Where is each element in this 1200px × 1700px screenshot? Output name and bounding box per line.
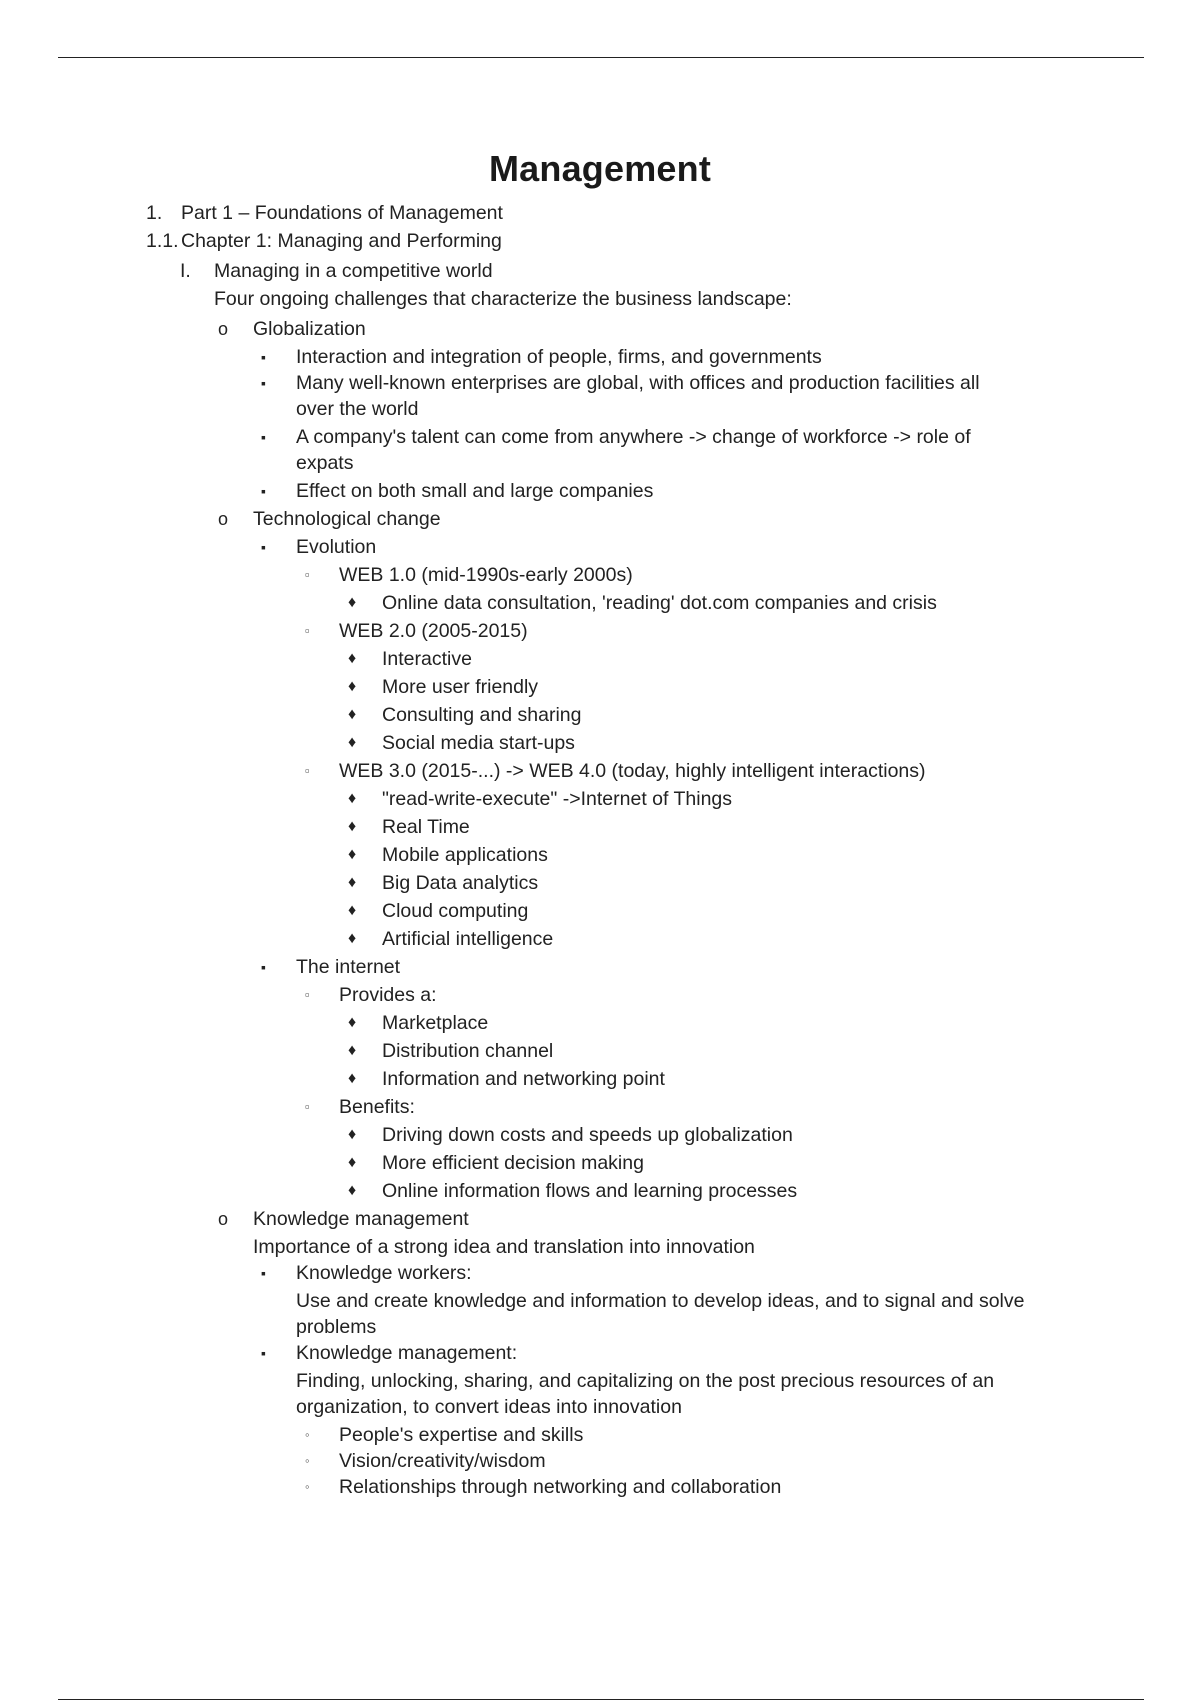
diamond-bullet: ♦	[348, 1014, 357, 1031]
list-item: Consulting and sharing	[382, 704, 582, 726]
list-item: Online information flows and learning processes	[382, 1180, 798, 1202]
list-item: People's expertise and skills	[339, 1424, 584, 1446]
paragraph: Importance of a strong idea and translation into innovation	[253, 1236, 755, 1258]
diamond-bullet: ♦	[348, 1154, 357, 1171]
diamond-bullet: ♦	[348, 650, 357, 667]
list-number: 1.1.	[146, 230, 179, 252]
list-item: More user friendly	[382, 676, 539, 698]
list-item: Real Time	[382, 816, 470, 838]
diamond-bullet: ♦	[348, 902, 357, 919]
list-item: Knowledge management	[253, 1208, 469, 1230]
list-item: WEB 1.0 (mid-1990s-early 2000s)	[339, 564, 633, 586]
diamond-bullet: ♦	[348, 734, 357, 751]
list-item: Information and networking point	[382, 1068, 665, 1090]
list-item: Interaction and integration of people, firms, and governments	[296, 346, 822, 368]
small-square-bullet: ▫	[305, 987, 310, 1002]
list-item: Mobile applications	[382, 844, 548, 866]
list-item: Globalization	[253, 318, 366, 340]
list-item: Technological change	[253, 508, 441, 530]
paragraph: organization, to convert ideas into innovation	[296, 1396, 682, 1418]
square-bullet: ▪	[261, 539, 266, 555]
diamond-bullet: ♦	[348, 1126, 357, 1143]
circle-bullet: o	[218, 319, 229, 339]
list-item: More efficient decision making	[382, 1152, 644, 1174]
small-square-bullet: ▫	[305, 763, 310, 778]
list-number: 1.	[146, 202, 163, 224]
list-item: Evolution	[296, 536, 377, 558]
square-bullet: ▪	[261, 1265, 266, 1281]
diamond-bullet: ♦	[348, 846, 357, 863]
diamond-bullet: ♦	[348, 678, 357, 695]
diamond-bullet: ♦	[348, 818, 357, 835]
small-circle-bullet: ◦	[305, 1453, 310, 1468]
list-item: The internet	[296, 956, 401, 978]
list-item: Marketplace	[382, 1012, 489, 1034]
diamond-bullet: ♦	[348, 874, 357, 891]
part-heading: Part 1 – Foundations of Management	[181, 202, 503, 224]
small-circle-bullet: ◦	[305, 1479, 310, 1494]
list-item: Big Data analytics	[382, 872, 539, 894]
diamond-bullet: ♦	[348, 594, 357, 611]
diamond-bullet: ♦	[348, 1042, 357, 1059]
square-bullet: ▪	[261, 483, 266, 499]
list-item: A company's talent can come from anywhere -> change of workforce -> role of	[296, 426, 971, 448]
small-square-bullet: ▫	[305, 1099, 310, 1114]
circle-bullet: o	[218, 509, 229, 529]
list-item: "read-write-execute" ->Internet of Things	[382, 788, 733, 810]
header-rule	[58, 57, 1144, 58]
list-roman: I.	[180, 260, 191, 282]
list-item: Effect on both small and large companies	[296, 480, 654, 502]
list-item: Vision/creativity/wisdom	[339, 1450, 546, 1472]
list-item: Relationships through networking and collaboration	[339, 1476, 782, 1498]
list-item-continued: over the world	[296, 398, 419, 420]
list-item: Knowledge workers:	[296, 1262, 472, 1284]
small-square-bullet: ▫	[305, 623, 310, 638]
section-heading: Managing in a competitive world	[214, 260, 493, 282]
square-bullet: ▪	[261, 349, 266, 365]
list-item: Distribution channel	[382, 1040, 554, 1062]
paragraph: Use and create knowledge and information to develop ideas, and to signal and solve	[296, 1290, 1025, 1312]
paragraph: Finding, unlocking, sharing, and capitalizing on the post precious resources of an	[296, 1370, 995, 1392]
list-item: WEB 2.0 (2005-2015)	[339, 620, 528, 642]
diamond-bullet: ♦	[348, 790, 357, 807]
document-title: Management	[488, 148, 712, 189]
small-square-bullet: ▫	[305, 567, 310, 582]
list-item: Online data consultation, 'reading' dot.com companies and crisis	[382, 592, 937, 614]
list-item: Knowledge management:	[296, 1342, 518, 1364]
diamond-bullet: ♦	[348, 706, 357, 723]
list-item: Cloud computing	[382, 900, 529, 922]
diamond-bullet: ♦	[348, 1070, 357, 1087]
square-bullet: ▪	[261, 1345, 266, 1361]
list-item: Social media start-ups	[382, 732, 575, 754]
chapter-heading: Chapter 1: Managing and Performing	[181, 230, 502, 252]
list-item: WEB 3.0 (2015-...) -> WEB 4.0 (today, highly intelligent interactions)	[339, 760, 926, 782]
square-bullet: ▪	[261, 375, 266, 391]
small-circle-bullet: ◦	[305, 1427, 310, 1442]
square-bullet: ▪	[261, 429, 266, 445]
diamond-bullet: ♦	[348, 930, 357, 947]
list-item: Provides a:	[339, 984, 437, 1006]
list-item: Benefits:	[339, 1096, 415, 1118]
paragraph: problems	[296, 1316, 377, 1338]
list-item: Artificial intelligence	[382, 928, 554, 950]
list-item: Many well-known enterprises are global, with offices and production facilities all	[296, 372, 980, 394]
diamond-bullet: ♦	[348, 1182, 357, 1199]
paragraph: Four ongoing challenges that characterize the business landscape:	[214, 288, 792, 310]
list-item: Interactive	[382, 648, 472, 670]
list-item: Driving down costs and speeds up globalization	[382, 1124, 793, 1146]
circle-bullet: o	[218, 1209, 229, 1229]
square-bullet: ▪	[261, 959, 266, 975]
list-item-continued: expats	[296, 452, 354, 474]
